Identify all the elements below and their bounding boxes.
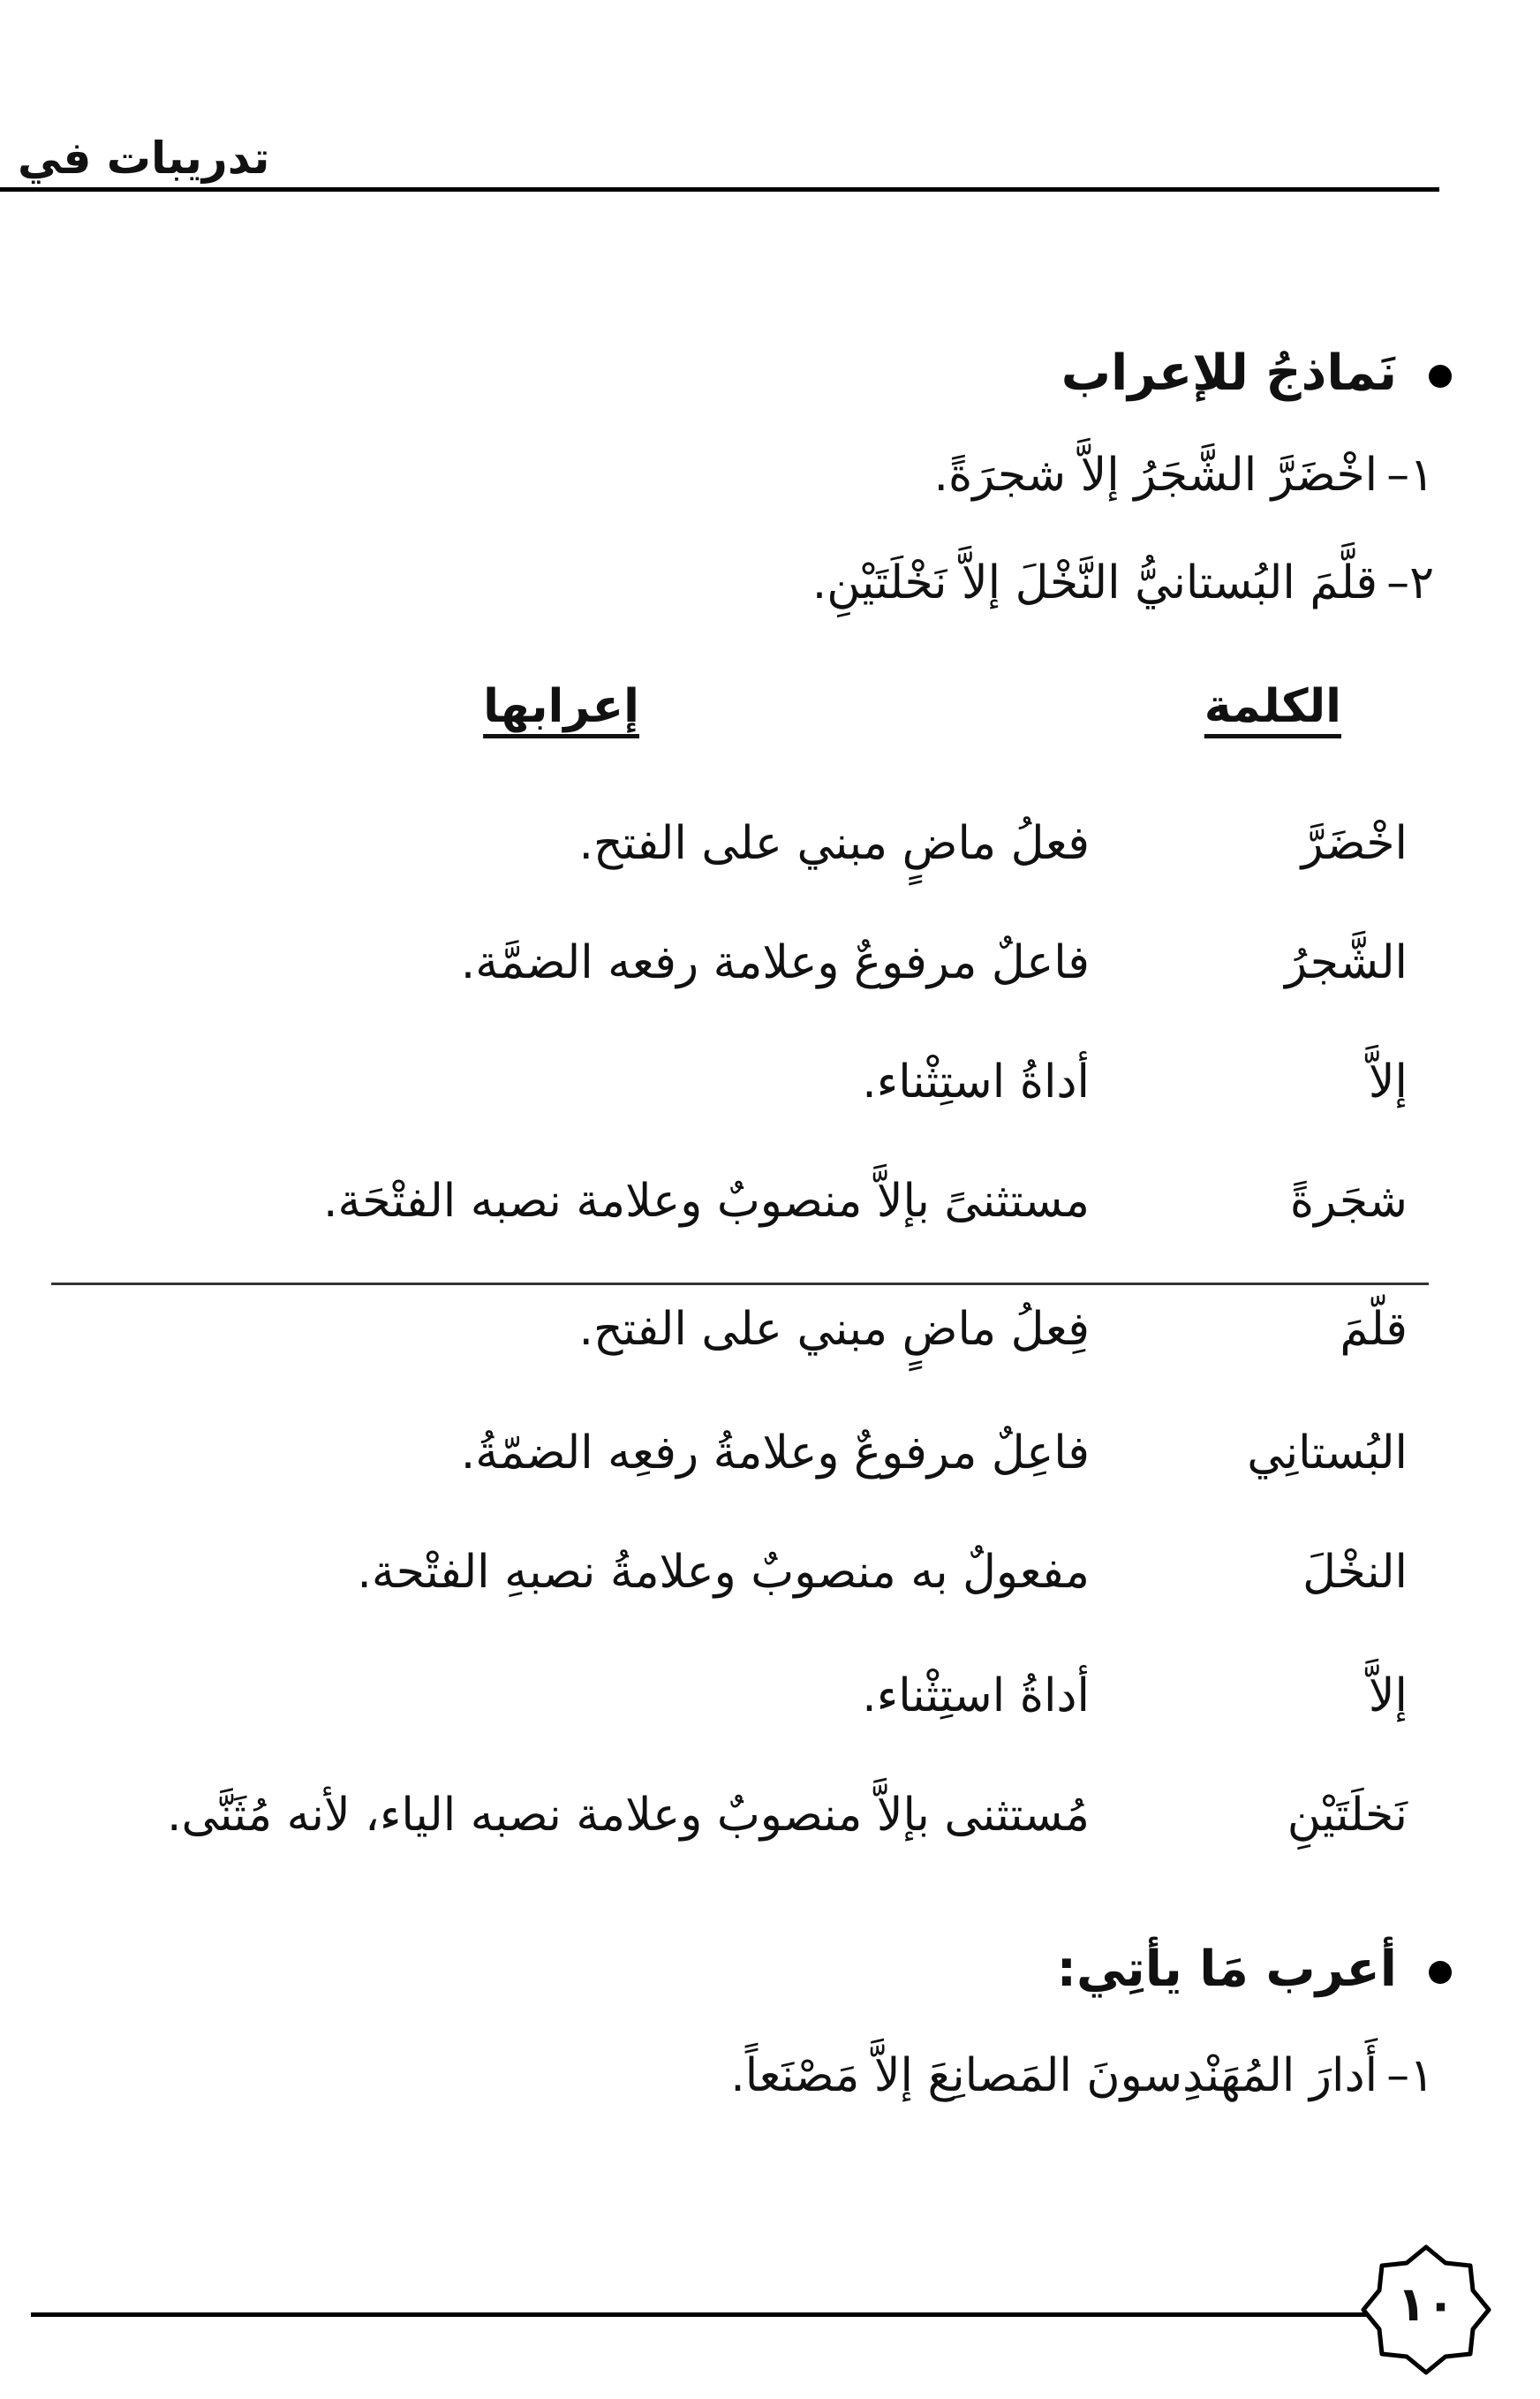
sentence-number: ١– [1386,2049,1434,2102]
parse-word: قلّمَ [1340,1303,1408,1356]
group-divider [51,1283,1429,1285]
parse-description: فِعلُ ماضٍ مبني على الفتح. [578,1303,1090,1356]
examples-heading: نَماذجُ للإعراب [1061,344,1397,402]
page-number: ١٠ [1397,2276,1455,2332]
parse-description: مُستثنى بإلاَّ منصوبٌ وعلامة نصبه الياء، لأنه مُثَنَّى. [166,1789,1090,1842]
word-column-heading: الكلمة [1204,680,1341,733]
parse-word: نَخلَتَيْنِ [1287,1789,1408,1842]
page-header-title: تدريبات في [18,132,270,184]
parse-word: النخْلَ [1302,1546,1408,1599]
bullet-icon [1429,1961,1452,1984]
parse-word: شجَرةً [1289,1175,1408,1228]
parse-row [0,1175,1540,1245]
parse-description: فعلُ ماضٍ مبني على الفتح. [578,817,1090,870]
parse-row [0,1546,1540,1616]
parse-word: الشَّجرُ [1285,936,1408,989]
parse-description: أداةُ استِثْناء. [862,1669,1090,1722]
parse-row [0,817,1540,888]
parse-word: إلاَّ [1368,1056,1408,1109]
examples-heading-row [1061,344,1452,402]
example-sentence-2 [812,556,1434,609]
parse-row [0,936,1540,1007]
sentence-text: أَدارَ المُهَنْدِسونَ المَصانِعَ إلاَّ مَصْنَعاً. [730,2049,1378,2102]
sentence-text: اخْضَرَّ الشَّجَرُ إلاَّ شجرَةً. [933,449,1378,502]
exercise-heading-row [1057,1941,1452,1998]
exercise-heading: أعرب مَا يأتِي: [1056,1941,1397,1998]
parse-row [0,1303,1540,1374]
parse-description: أداةُ استِثْناء. [862,1056,1090,1109]
footer-divider [31,2312,1382,2317]
parse-description: مستثنىً بإلاَّ منصوبٌ وعلامة نصبه الفتْحَة. [322,1175,1090,1228]
exercise-sentence-1 [730,2049,1434,2102]
parse-word: اخْضَرَّ [1301,817,1408,870]
parse-row [0,1789,1540,1859]
bullet-icon [1429,365,1452,388]
parse-row [0,1669,1540,1740]
parse-row [0,1056,1540,1126]
parse-word: إلاَّ [1368,1669,1408,1722]
parse-description: فاعلٌ مرفوعٌ وعلامة رفعه الضمَّة. [460,936,1090,989]
example-sentence-1 [933,449,1434,502]
parse-description: مفعولٌ به منصوبٌ وعلامةُ نصبهِ الفتْحة. [357,1546,1090,1599]
sentence-number: ٢– [1386,556,1434,609]
header-divider [0,187,1439,192]
parse-description: فاعِلٌ مرفوعٌ وعلامةُ رفعِه الضمّةُ. [460,1427,1090,1480]
sentence-number: ١– [1386,449,1434,502]
parse-row [0,1427,1540,1497]
parsing-column-heading: إعرابها [483,680,639,733]
sentence-text: قلَّمَ البُستانيُّ النَّخْلَ إلاَّ نَخْلَتَيْنِ. [812,556,1378,609]
parse-word: البُستانِي [1247,1427,1408,1480]
